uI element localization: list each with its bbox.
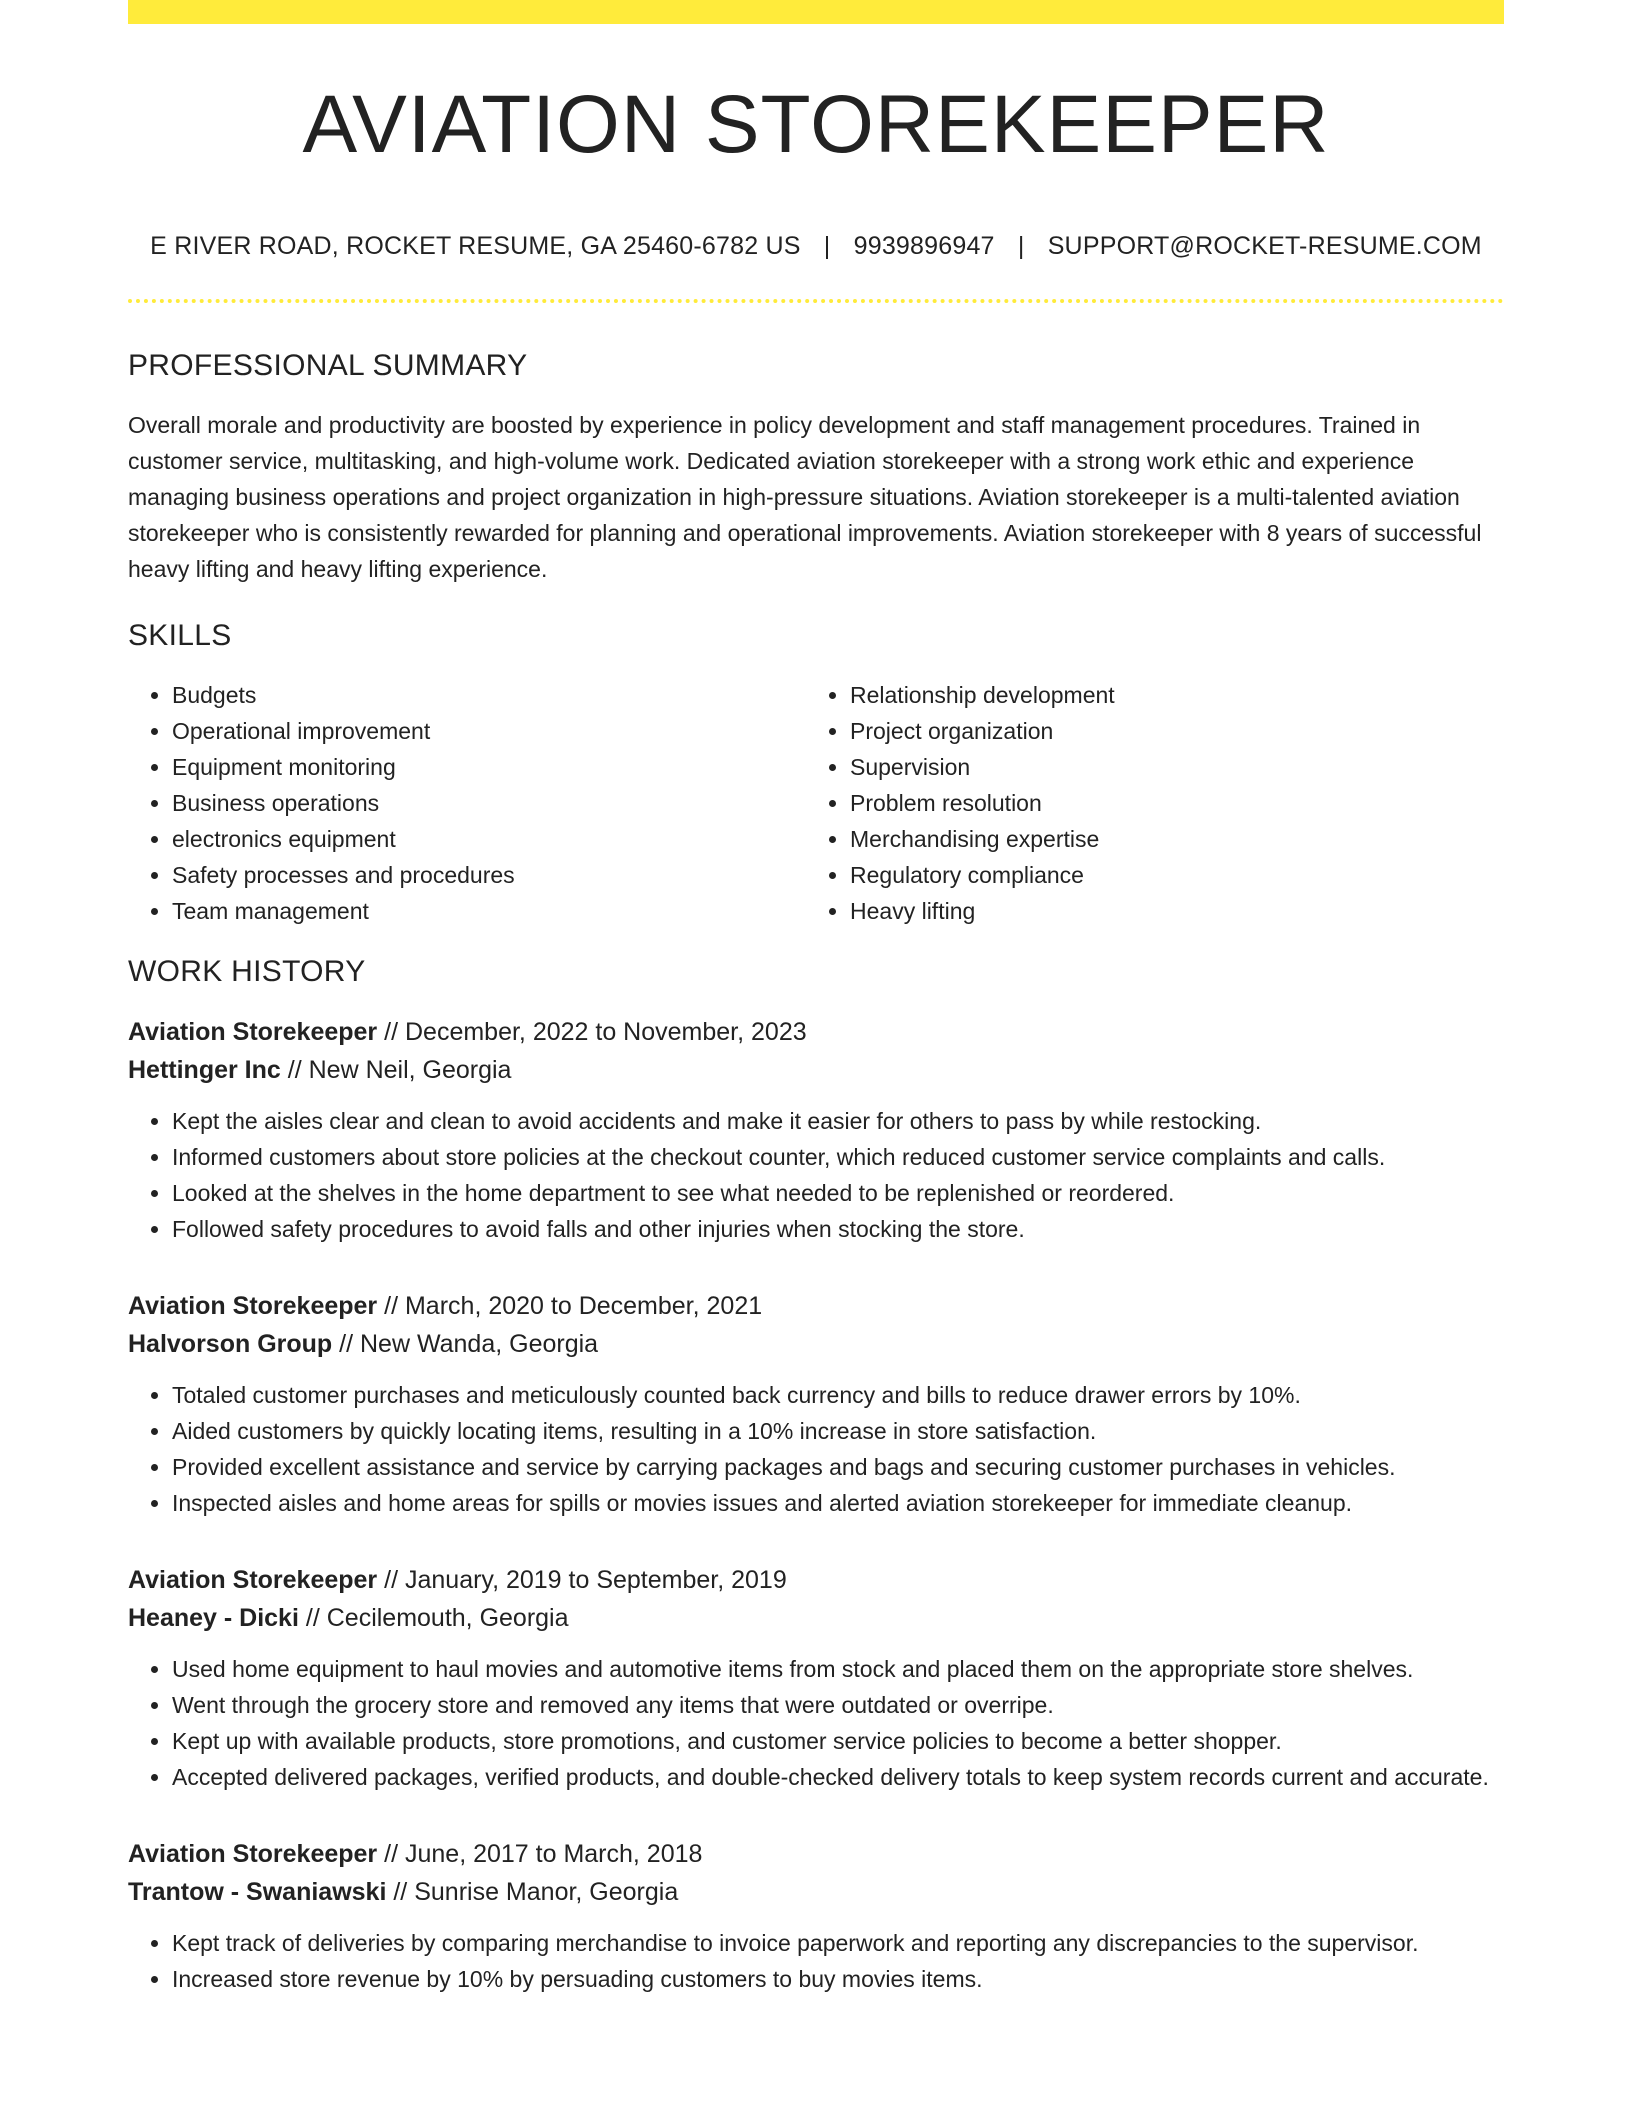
- job-bullet: • Provided excellent assistance and service by carrying packages and bags and securing customer purchases in vehicles.: [172, 1449, 1504, 1485]
- job-bullet: • Looked at the shelves in the home department to see what needed to be replenished or reordered.: [172, 1175, 1504, 1211]
- job-location: New Wanda, Georgia: [360, 1330, 599, 1358]
- job-dates: January, 2019 to September, 2019: [404, 1566, 787, 1594]
- skill-item: • Team management: [172, 893, 806, 929]
- job-title-line: [128, 1561, 1504, 1599]
- contact-line: [128, 232, 1504, 261]
- job-company: Trantow - Swaniawski: [128, 1878, 387, 1906]
- skill-item: • Regulatory compliance: [850, 857, 1484, 893]
- job-divider: //: [339, 1330, 354, 1358]
- job-bullets: [128, 1377, 1504, 1521]
- skill-item: • Operational improvement: [172, 713, 806, 749]
- job-title: Aviation Storekeeper: [128, 1840, 378, 1868]
- accent-bar: [128, 0, 1504, 24]
- job-list: [128, 1013, 1504, 1997]
- job-entry: [128, 1287, 1504, 1521]
- job-bullet: • Increased store revenue by 10% by persuading customers to buy movies items.: [172, 1961, 1504, 1997]
- job-bullet: • Kept track of deliveries by comparing merchandise to invoice paperwork and reporting any discrepancies to the supervisor.: [172, 1925, 1504, 1961]
- job-entry: [128, 1835, 1504, 1997]
- job-bullet: • Inspected aisles and home areas for spills or movies issues and alerted aviation storekeeper for immediate cleanup.: [172, 1485, 1504, 1521]
- job-location: Sunrise Manor, Georgia: [414, 1878, 679, 1906]
- contact-email: SUPPORT@ROCKET-RESUME.COM: [1047, 232, 1482, 260]
- job-divider: //: [384, 1292, 399, 1320]
- skills-columns: [128, 677, 1504, 929]
- work-history-section: [128, 955, 1504, 1997]
- skills-list-right: [806, 677, 1484, 929]
- job-title: Aviation Storekeeper: [128, 1018, 378, 1046]
- summary-text: Overall morale and productivity are boosted by experience in policy development and staff management procedures. Trained in customer service, multitasking, and high-volume work. Dedicated aviation storekeeper with a strong work ethic and experience managing business operations and project organization in high-pressure situations. Aviation storekeeper is a multi-talented aviation storekeeper who is consistently rewarded for planning and operational improvements. Aviation storekeeper with 8 years of successful heavy lifting and heavy lifting experience.: [128, 412, 1482, 582]
- skill-item: • Merchandising expertise: [850, 821, 1484, 857]
- skill-item: • Safety processes and procedures: [172, 857, 806, 893]
- skill-item: • Supervision: [850, 749, 1484, 785]
- skill-item: • electronics equipment: [172, 821, 806, 857]
- contact-separator: |: [823, 232, 831, 260]
- job-bullet: • Used home equipment to haul movies and automotive items from stock and placed them on the appropriate store shelves.: [172, 1651, 1504, 1687]
- job-company-line: [128, 1051, 1504, 1089]
- job-divider: //: [384, 1018, 399, 1046]
- skills-list-left: [128, 677, 806, 929]
- job-title-line: [128, 1835, 1504, 1873]
- job-bullet: • Totaled customer purchases and meticulously counted back currency and bills to reduce drawer errors by 10%.: [172, 1377, 1504, 1413]
- skill-item: • Budgets: [172, 677, 806, 713]
- job-location: Cecilemouth, Georgia: [326, 1604, 569, 1632]
- job-company: Halvorson Group: [128, 1330, 333, 1358]
- job-divider: //: [287, 1056, 302, 1084]
- contact-address: E RIVER ROAD, ROCKET RESUME, GA 25460-6782 US: [150, 232, 801, 260]
- job-bullets: [128, 1651, 1504, 1795]
- summary-heading: PROFESSIONAL SUMMARY: [128, 349, 528, 382]
- job-divider: //: [393, 1878, 408, 1906]
- job-bullet: • Aided customers by quickly locating items, resulting in a 10% increase in store satisfaction.: [172, 1413, 1504, 1449]
- job-title: Aviation Storekeeper: [128, 1292, 378, 1320]
- job-divider: //: [384, 1566, 399, 1594]
- job-title-line: [128, 1013, 1504, 1051]
- summary-section: [128, 349, 1504, 587]
- contact-separator: |: [1017, 232, 1025, 260]
- skill-item: • Problem resolution: [850, 785, 1484, 821]
- skills-heading: SKILLS: [128, 619, 232, 652]
- job-bullet: • Informed customers about store policies at the checkout counter, which reduced customer service complaints and calls.: [172, 1139, 1504, 1175]
- job-dates: June, 2017 to March, 2018: [404, 1840, 703, 1868]
- job-bullets: [128, 1103, 1504, 1247]
- job-bullet: • Kept up with available products, store promotions, and customer service policies to become a better shopper.: [172, 1723, 1504, 1759]
- job-company: Heaney - Dicki: [128, 1604, 299, 1632]
- job-title: Aviation Storekeeper: [128, 1566, 378, 1594]
- job-entry: [128, 1013, 1504, 1247]
- job-location: New Neil, Georgia: [308, 1056, 512, 1084]
- job-bullet: • Accepted delivered packages, verified products, and double-checked delivery totals to keep system records current and accurate.: [172, 1759, 1504, 1795]
- job-title-line: [128, 1287, 1504, 1325]
- job-entry: [128, 1561, 1504, 1795]
- job-dates: March, 2020 to December, 2021: [404, 1292, 763, 1320]
- job-company-line: [128, 1325, 1504, 1363]
- job-divider: //: [384, 1840, 399, 1868]
- skill-item: • Heavy lifting: [850, 893, 1484, 929]
- page-title: AVIATION STOREKEEPER: [302, 79, 1330, 170]
- job-company-line: [128, 1873, 1504, 1911]
- job-dates: December, 2022 to November, 2023: [404, 1018, 807, 1046]
- job-bullet: • Kept the aisles clear and clean to avoid accidents and make it easier for others to pass by while restocking.: [172, 1103, 1504, 1139]
- work-history-heading: WORK HISTORY: [128, 955, 366, 988]
- skill-item: • Relationship development: [850, 677, 1484, 713]
- skill-item: • Equipment monitoring: [172, 749, 806, 785]
- job-company: Hettinger Inc: [128, 1056, 281, 1084]
- job-bullets: [128, 1925, 1504, 1997]
- dotted-divider: [128, 299, 1504, 303]
- skill-item: • Project organization: [850, 713, 1484, 749]
- job-bullet: • Went through the grocery store and removed any items that were outdated or overripe.: [172, 1687, 1504, 1723]
- job-divider: //: [305, 1604, 320, 1632]
- contact-phone: 9939896947: [853, 232, 995, 260]
- job-bullet: • Followed safety procedures to avoid falls and other injuries when stocking the store.: [172, 1211, 1504, 1247]
- skill-item: • Business operations: [172, 785, 806, 821]
- resume-page: [128, 0, 1504, 1997]
- job-company-line: [128, 1599, 1504, 1637]
- skills-section: [128, 619, 1504, 929]
